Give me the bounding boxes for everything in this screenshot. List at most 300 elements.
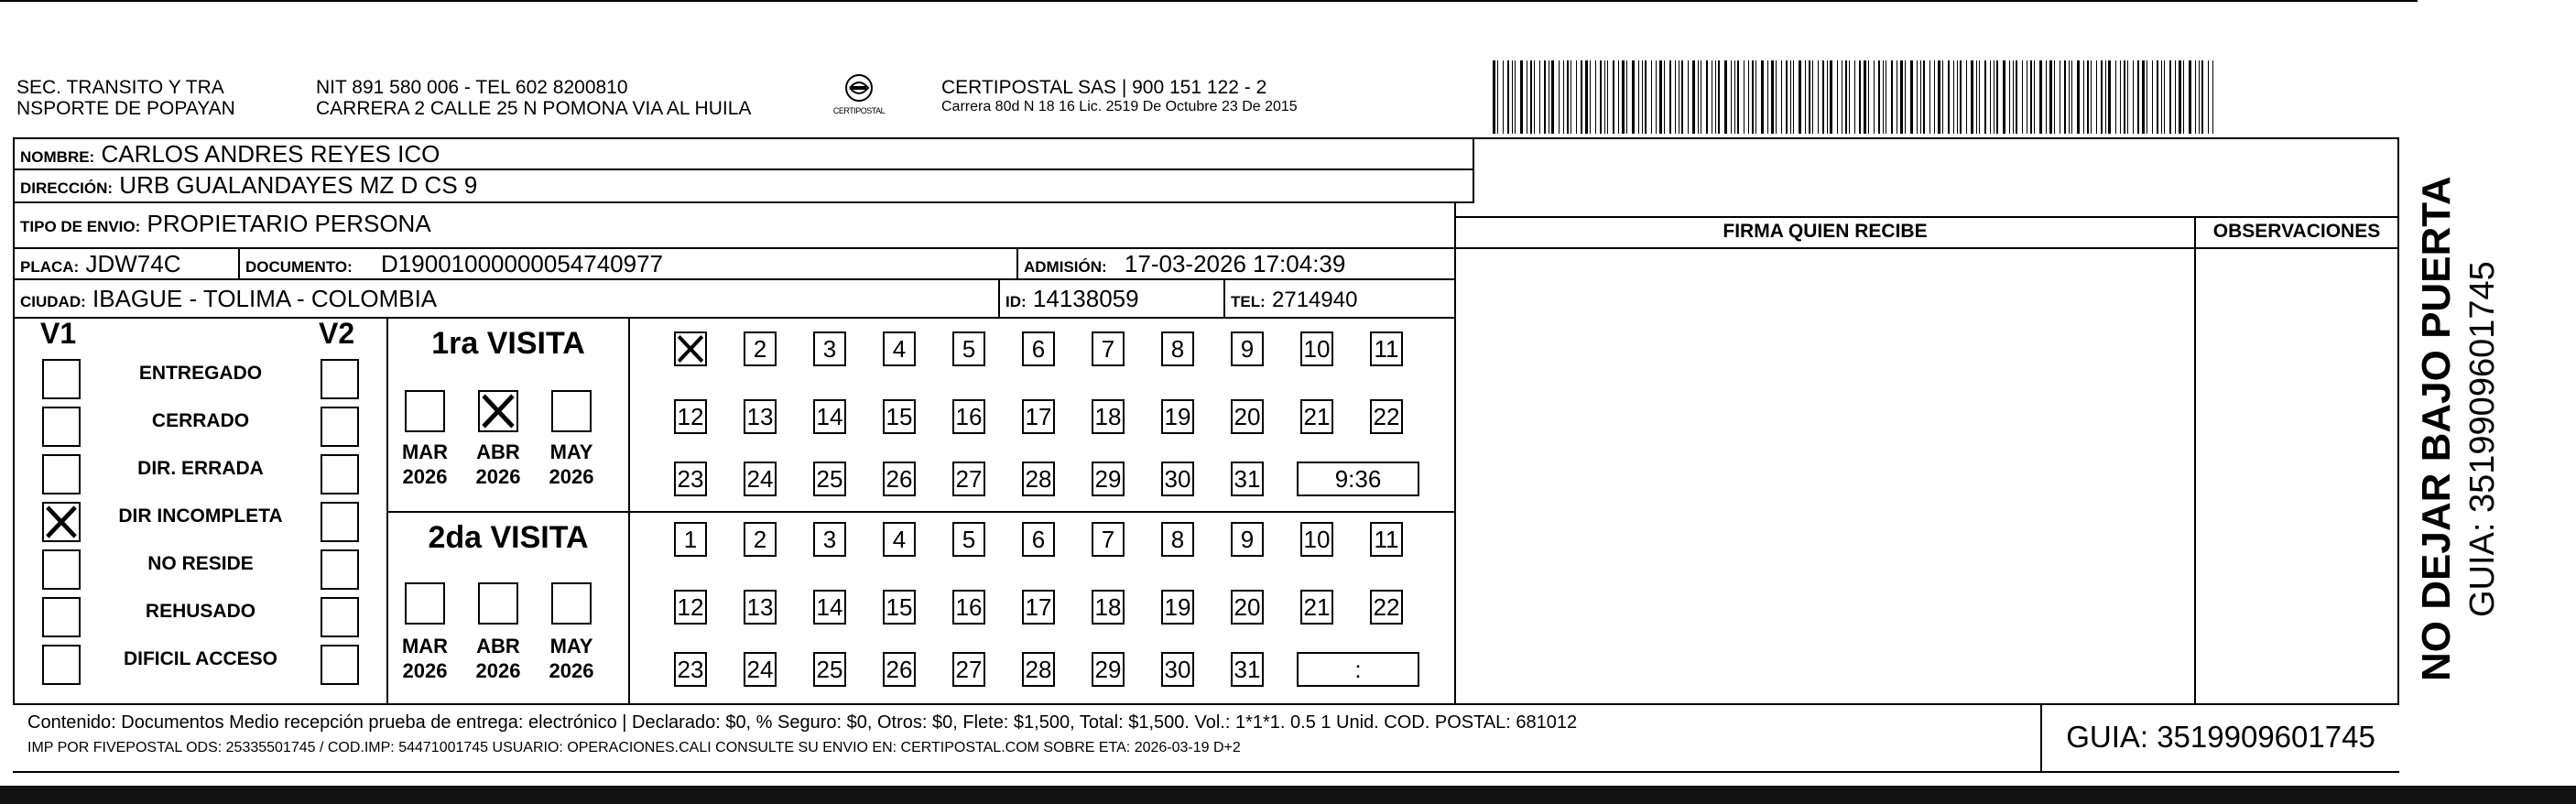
month-year: 2026 — [475, 465, 521, 488]
tel-label: TEL: — [1231, 293, 1266, 310]
ciudad-value: IBAGUE - TOLIMA - COLOMBIA — [92, 285, 438, 312]
direccion-value: URB GUALANDAYES MZ D CS 9 — [119, 171, 478, 199]
barcode-bar — [1942, 60, 1943, 134]
barcode-bar — [1920, 60, 1921, 134]
barcode-bar — [2161, 60, 2162, 134]
day-box[interactable]: 26 — [883, 652, 916, 687]
barcode-bar — [1669, 60, 1671, 134]
observaciones-label: OBSERVACIONES — [2194, 216, 2399, 249]
day-box[interactable]: 19 — [1161, 590, 1194, 625]
barcode-bar — [2164, 60, 2165, 134]
day-box[interactable]: 25 — [813, 652, 846, 687]
top-rule — [0, 0, 2418, 2]
barcode-bar — [1966, 60, 1967, 134]
barcode-bar — [1990, 60, 1991, 134]
side-guia: GUIA: 3519909601745 — [2463, 261, 2502, 617]
day-box[interactable]: 22 — [1370, 399, 1403, 434]
barcode-bar — [1559, 60, 1560, 134]
check-x-icon — [44, 504, 79, 540]
day-box[interactable]: 12 — [674, 590, 707, 625]
v1-label: V1 — [40, 317, 77, 350]
day-box[interactable]: 5 — [952, 522, 985, 557]
firma-box — [1454, 216, 2196, 705]
barcode-bar — [1790, 60, 1791, 134]
barcode-bar — [1731, 60, 1732, 134]
barcode-bar — [1905, 60, 1906, 134]
day-box[interactable]: 4 — [883, 522, 916, 557]
day-box[interactable]: 21 — [1300, 399, 1333, 434]
day-box[interactable]: 3 — [813, 522, 846, 557]
barcode-bar — [1675, 60, 1676, 134]
status-label: REHUSADO — [145, 601, 256, 622]
row-admision — [1016, 247, 1456, 280]
barcode-bar — [2212, 60, 2213, 134]
barcode-bar — [1737, 60, 1739, 134]
barcode-bar — [1891, 60, 1893, 134]
ciudad-label: CIUDAD: — [20, 293, 86, 310]
day-box[interactable]: 20 — [1231, 590, 1264, 625]
time-box[interactable]: 9:36 — [1297, 462, 1419, 496]
day-box[interactable]: 27 — [952, 462, 985, 496]
side-warning: NO DEJAR BAJO PUERTA — [2414, 176, 2459, 681]
day-box[interactable]: 17 — [1022, 399, 1055, 434]
barcode-bar — [1957, 60, 1958, 134]
barcode-bar — [1590, 60, 1591, 134]
day-box[interactable]: 7 — [1092, 522, 1125, 557]
v2-checkbox[interactable] — [321, 549, 359, 590]
barcode-bar — [2101, 60, 2103, 134]
month-label — [469, 440, 527, 489]
check-x-icon — [480, 392, 516, 430]
barcode-bar — [1984, 60, 1986, 134]
barcode-bar — [2199, 60, 2200, 134]
barcode-bar — [1996, 60, 1998, 134]
day-box[interactable]: 2 — [744, 522, 777, 557]
barcode-bar — [1776, 60, 1777, 134]
v1-checkbox[interactable] — [42, 454, 81, 494]
divider-visits — [386, 511, 1456, 513]
barcode-bar — [2071, 60, 2072, 134]
barcode-bar — [1767, 60, 1768, 134]
barcode-bar — [1938, 60, 1940, 134]
day-box[interactable]: 23 — [674, 652, 707, 687]
tipo-label: TIPO DE ENVIO: — [20, 218, 141, 235]
footer-imp: IMP POR FIVEPOSTAL ODS: 25335501745 / COD.IMP: 54471001745 USUARIO: OPERACIONES.CALI CONSULTE SU ENVIO EN: CERTIPOSTAL.COM SOBRE ETA: 2026-03-19 D+2 — [27, 740, 1241, 755]
status-label: DIFICIL ACCESO — [123, 648, 277, 669]
barcode-bar — [1809, 60, 1810, 134]
check-x-icon — [676, 333, 705, 364]
barcode-bar — [1534, 60, 1535, 134]
day-box[interactable]: 1 — [674, 522, 707, 557]
month-checkbox[interactable] — [405, 390, 445, 432]
v2-checkbox[interactable] — [321, 597, 359, 637]
barcode-bar — [1917, 60, 1918, 134]
day-box[interactable]: 29 — [1092, 652, 1125, 687]
barcode-bar — [2108, 60, 2111, 134]
barcode-bar — [2087, 60, 2089, 134]
barcode-bar — [1632, 60, 1635, 134]
barcode-bar — [1771, 60, 1774, 134]
day-box[interactable]: 2 — [744, 331, 777, 366]
barcode-bar — [2133, 60, 2134, 134]
barcode-bar — [1659, 60, 1662, 134]
barcode-bar — [1600, 60, 1602, 134]
barcode-bar — [2069, 60, 2070, 134]
barcode-bar — [1595, 60, 1596, 134]
barcode-bar — [1724, 60, 1727, 134]
day-box[interactable]: 23 — [674, 462, 707, 496]
month-year: 2026 — [549, 465, 594, 488]
month-label — [469, 634, 527, 683]
v1-checkbox[interactable] — [42, 502, 81, 542]
barcode-bar — [1830, 60, 1832, 134]
day-box[interactable]: 4 — [883, 331, 916, 366]
day-box[interactable]: 6 — [1022, 522, 1055, 557]
observaciones-box — [2194, 216, 2399, 705]
day-box[interactable]: 17 — [1022, 590, 1055, 625]
day-box[interactable]: 31 — [1231, 652, 1264, 687]
day-box[interactable]: 5 — [952, 331, 985, 366]
v2-label: V2 — [319, 317, 355, 350]
barcode-bar — [2039, 60, 2042, 134]
barcode-bar — [1718, 60, 1720, 134]
barcode-bar — [1868, 60, 1869, 134]
barcode-bar — [2142, 60, 2145, 134]
day-box[interactable]: 18 — [1092, 399, 1125, 434]
barcode-bar — [1626, 60, 1627, 134]
barcode-bar — [1618, 60, 1619, 134]
id-label: ID: — [1005, 293, 1027, 310]
day-box[interactable]: 19 — [1161, 399, 1194, 434]
footer-guia: GUIA: 3519909601745 — [2040, 705, 2399, 773]
barcode-bar — [1971, 60, 1973, 134]
day-box[interactable]: 10 — [1300, 331, 1333, 366]
day-box[interactable]: 20 — [1231, 399, 1264, 434]
barcode-bar — [1645, 60, 1647, 134]
barcode-bar — [1692, 60, 1695, 134]
barcode-bar — [1581, 60, 1582, 134]
barcode-bar — [1664, 60, 1665, 134]
barcode-bar — [2016, 60, 2017, 134]
day-box[interactable]: 9 — [1231, 331, 1264, 366]
barcode-bar — [1854, 60, 1855, 134]
day-box[interactable]: 12 — [674, 399, 707, 434]
day-box[interactable] — [674, 331, 707, 366]
barcode-bar — [1948, 60, 1950, 134]
tel-value: 2714940 — [1272, 288, 1358, 312]
barcode-bar — [1520, 60, 1523, 134]
day-box[interactable]: 9 — [1231, 522, 1264, 557]
barcode-bar — [2009, 60, 2010, 134]
day-box[interactable]: 8 — [1161, 522, 1194, 557]
day-box[interactable]: 18 — [1092, 590, 1125, 625]
barcode-bar — [1681, 60, 1683, 134]
nombre-label: NOMBRE: — [20, 148, 95, 166]
barcode-bar — [2096, 60, 2097, 134]
month-label — [542, 634, 601, 683]
barcode-bar — [1923, 60, 1925, 134]
barcode-bar — [1530, 60, 1532, 134]
barcode-bar — [1651, 60, 1652, 134]
barcode-bar — [1793, 60, 1794, 134]
month-checkbox[interactable] — [551, 582, 592, 625]
logo-icon — [830, 71, 888, 126]
company-address: Carrera 80d N 18 16 Lic. 2519 De Octubre 23 De 2015 — [941, 99, 1298, 114]
month-checkbox[interactable] — [478, 390, 518, 432]
barcode-bar — [1607, 60, 1608, 134]
barcode-bar — [1900, 60, 1903, 134]
barcode-bar — [1845, 60, 1847, 134]
day-box[interactable]: 21 — [1300, 590, 1333, 625]
sender-line-1: SEC. TRANSITO Y TRA — [16, 77, 224, 98]
company-name: CERTIPOSTAL SAS | 900 151 122 - 2 — [941, 77, 1267, 98]
month-year: 2026 — [475, 659, 521, 682]
day-box[interactable]: 25 — [813, 462, 846, 496]
month-label — [542, 440, 601, 489]
barcode-bar — [1563, 60, 1564, 134]
row-direccion — [13, 170, 1474, 203]
admision-value: 17-03-2026 17:04:39 — [1124, 250, 1346, 277]
barcode-bar — [1512, 60, 1513, 134]
barcode-bar — [2049, 60, 2052, 134]
barcode-bar — [1859, 60, 1861, 134]
day-box[interactable]: 28 — [1022, 462, 1055, 496]
month-name: MAY — [549, 635, 593, 657]
day-box[interactable]: 30 — [1161, 652, 1194, 687]
barcode-bar — [1799, 60, 1801, 134]
v1-checkbox[interactable] — [42, 645, 81, 685]
company-block — [941, 77, 1298, 116]
month-year: 2026 — [549, 659, 594, 682]
barcode-bar — [1929, 60, 1930, 134]
barcode-bar — [2077, 60, 2080, 134]
month-name: ABR — [476, 440, 520, 463]
barcode-bar — [1812, 60, 1813, 134]
month-checkbox[interactable] — [405, 582, 445, 625]
barcode-bar — [1761, 60, 1764, 134]
day-box[interactable]: 26 — [883, 462, 916, 496]
footer-bottom-rule — [13, 771, 2399, 773]
barcode-bar — [1656, 60, 1657, 134]
day-box[interactable]: 22 — [1370, 590, 1403, 625]
v1-checkbox[interactable] — [42, 359, 81, 399]
nombre-value: CARLOS ANDRES REYES ICO — [101, 140, 440, 168]
barcode-bar — [1934, 60, 1935, 134]
barcode-bar — [2152, 60, 2153, 134]
bottom-band — [0, 786, 2576, 804]
v2-checkbox[interactable] — [321, 645, 359, 685]
id-value: 14138059 — [1032, 285, 1139, 312]
barcode-bar — [1827, 60, 1828, 134]
barcode-bar — [1786, 60, 1788, 134]
barcode-bar — [1698, 60, 1699, 134]
barcode-bar — [2013, 60, 2014, 134]
day-box[interactable]: 6 — [1022, 331, 1055, 366]
barcode-bar — [2054, 60, 2055, 134]
month-year: 2026 — [402, 659, 448, 682]
day-box[interactable]: 10 — [1300, 522, 1333, 557]
month-label — [396, 634, 454, 683]
barcode-bar — [1781, 60, 1782, 134]
day-box[interactable]: 11 — [1370, 331, 1403, 366]
direccion-label: DIRECCIÓN: — [20, 179, 114, 197]
time-box[interactable]: : — [1297, 652, 1419, 687]
tipo-value: PROPIETARIO PERSONA — [147, 210, 431, 237]
row-tel — [1223, 278, 1456, 319]
barcode-bar — [2030, 60, 2032, 134]
barcode-bar — [1960, 60, 1962, 134]
footer-content: Contenido: Documentos Medio recepción prueba de entrega: electrónico | Declarado: $0, % Seguro: $0, Otros: $0, Flete: $1,500, Total: $1,500. Vol.: 1*1*1. 0.5 1 Unid. COD. POSTAL: 681012 — [27, 712, 1578, 733]
barcode-bar — [1883, 60, 1884, 134]
month-checkbox[interactable] — [478, 582, 518, 625]
day-box[interactable]: 24 — [744, 462, 777, 496]
day-box[interactable]: 8 — [1161, 331, 1194, 366]
status-label: ENTREGADO — [138, 363, 263, 384]
day-box[interactable]: 13 — [744, 399, 777, 434]
day-box[interactable]: 27 — [952, 652, 985, 687]
barcode-bar — [2120, 60, 2121, 134]
day-box[interactable]: 11 — [1370, 522, 1403, 557]
day-box[interactable]: 29 — [1092, 462, 1125, 496]
barcode — [1493, 60, 2223, 134]
barcode-bar — [1744, 60, 1745, 134]
barcode-bar — [2091, 60, 2092, 134]
certipostal-logo — [830, 71, 888, 126]
placa-label: PLACA: — [20, 258, 80, 276]
v2-checkbox[interactable] — [321, 407, 359, 447]
month-year: 2026 — [402, 465, 448, 488]
row-documento — [238, 247, 1018, 280]
row-ciudad — [13, 278, 1000, 319]
barcode-bar — [2157, 60, 2158, 134]
month-name: ABR — [476, 635, 520, 657]
day-box[interactable]: 16 — [952, 590, 985, 625]
v2-checkbox[interactable] — [321, 502, 359, 542]
barcode-bar — [1539, 60, 1540, 134]
address-line: CARRERA 2 CALLE 25 N POMONA VIA AL HUILA — [316, 98, 752, 119]
row-id — [998, 278, 1225, 319]
barcode-bar — [1551, 60, 1554, 134]
sender-block — [16, 77, 235, 119]
day-box[interactable]: 3 — [813, 331, 846, 366]
barcode-bar — [1837, 60, 1838, 134]
nit-line: NIT 891 580 006 - TEL 602 8200810 — [316, 77, 628, 98]
barcode-bar — [1874, 60, 1875, 134]
barcode-bar — [1622, 60, 1625, 134]
barcode-bar — [2201, 60, 2203, 134]
barcode-bar — [2175, 60, 2176, 134]
day-box[interactable]: 30 — [1161, 462, 1194, 496]
sender-contact — [316, 77, 751, 119]
v1-checkbox[interactable] — [42, 549, 81, 590]
barcode-bar — [2183, 60, 2184, 134]
row-nombre — [13, 137, 1474, 170]
barcode-bar — [2127, 60, 2128, 134]
barcode-bar — [2046, 60, 2047, 134]
barcode-bar — [2169, 60, 2171, 134]
day-box[interactable]: 24 — [744, 652, 777, 687]
barcode-bar — [1688, 60, 1689, 134]
barcode-bar — [2115, 60, 2116, 134]
barcode-bar — [1910, 60, 1913, 134]
day-box[interactable]: 14 — [813, 399, 846, 434]
barcode-bar — [2137, 60, 2139, 134]
day-box[interactable]: 13 — [744, 590, 777, 625]
status-label: DIR. ERRADA — [137, 458, 264, 479]
firma-label: FIRMA QUIEN RECIBE — [1454, 216, 2196, 249]
status-label: DIR INCOMPLETA — [118, 505, 283, 527]
day-box[interactable]: 15 — [883, 590, 916, 625]
visit2-title: 2da VISITA — [428, 520, 589, 555]
barcode-bar — [1878, 60, 1880, 134]
barcode-bar — [1734, 60, 1735, 134]
barcode-bar — [1567, 60, 1569, 134]
day-box[interactable]: 15 — [883, 399, 916, 434]
barcode-bar — [1507, 60, 1509, 134]
barcode-bar — [1604, 60, 1605, 134]
barcode-bar — [2124, 60, 2125, 134]
month-name: MAY — [549, 440, 593, 463]
barcode-bar — [1503, 60, 1504, 134]
month-name: MAR — [401, 440, 449, 463]
barcode-bar — [1864, 60, 1866, 134]
barcode-bar — [1613, 60, 1614, 134]
month-label — [396, 440, 454, 489]
barcode-bar — [1976, 60, 1977, 134]
barcode-bar — [2105, 60, 2106, 134]
documento-value: D19001000000054740977 — [381, 250, 664, 277]
barcode-bar — [1576, 60, 1577, 134]
v1-checkbox[interactable] — [42, 407, 81, 447]
day-box[interactable]: 14 — [813, 590, 846, 625]
barcode-bar — [1706, 60, 1708, 134]
v2-checkbox[interactable] — [321, 359, 359, 399]
barcode-bar — [1822, 60, 1824, 134]
status-label: CERRADO — [151, 410, 250, 431]
barcode-bar — [2003, 60, 2005, 134]
barcode-bar — [1752, 60, 1754, 134]
barcode-bar — [1755, 60, 1756, 134]
barcode-bar — [1642, 60, 1643, 134]
month-checkbox[interactable] — [551, 390, 592, 432]
barcode-bar — [1715, 60, 1716, 134]
day-box[interactable]: 28 — [1022, 652, 1055, 687]
visit1-title: 1ra VISITA — [431, 326, 585, 361]
barcode-bar — [1805, 60, 1806, 134]
barcode-bar — [2022, 60, 2023, 134]
barcode-bar — [1849, 60, 1850, 134]
barcode-bar — [2189, 60, 2191, 134]
v1-checkbox[interactable] — [42, 597, 81, 637]
status-label: NO RESIDE — [147, 553, 254, 574]
barcode-bar — [1979, 60, 1980, 134]
barcode-bar — [1515, 60, 1516, 134]
documento-label: DOCUMENTO: — [245, 258, 353, 276]
v2-checkbox[interactable] — [321, 454, 359, 494]
barcode-bar — [2083, 60, 2084, 134]
day-box[interactable]: 31 — [1231, 462, 1264, 496]
barcode-bar — [2179, 60, 2181, 134]
barcode-bar — [1953, 60, 1954, 134]
month-name: MAR — [401, 635, 449, 657]
row-tipo — [13, 203, 1456, 249]
logo-text: CERTIPOSTAL — [832, 106, 886, 115]
barcode-bar — [1585, 60, 1588, 134]
sender-line-2: NSPORTE DE POPAYAN — [16, 98, 235, 119]
day-box[interactable]: 16 — [952, 399, 985, 434]
day-box[interactable]: 7 — [1092, 331, 1125, 366]
barcode-bar — [1497, 60, 1498, 134]
